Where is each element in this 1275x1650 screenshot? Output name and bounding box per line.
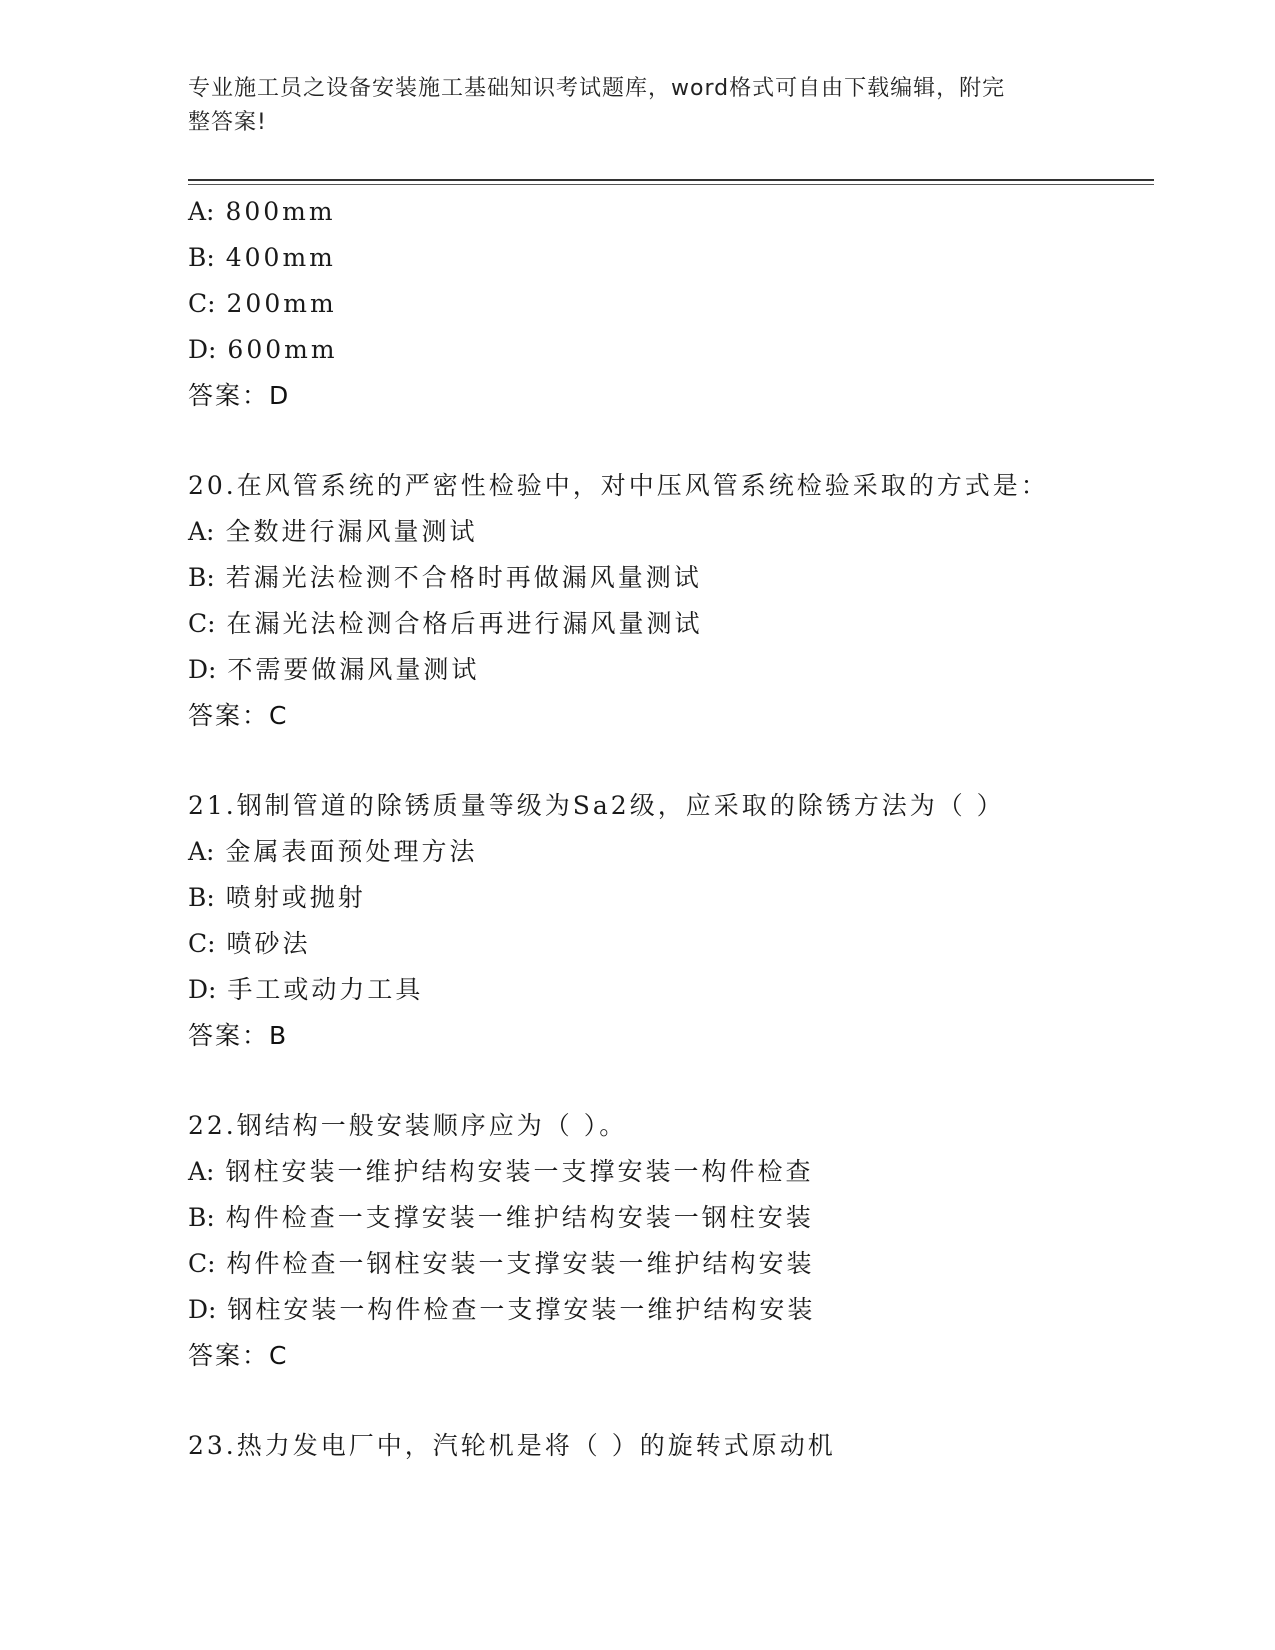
option-d <box>188 647 1148 693</box>
option-c <box>188 921 1148 967</box>
spacer <box>188 419 1148 463</box>
option-text: 若漏光法检测不合格时再做漏风量测试 <box>225 563 702 592</box>
option-text: 构件检查一支撑安装一维护结构安装一钢柱安装 <box>225 1203 814 1232</box>
option-b <box>188 555 1148 601</box>
option-label: A: <box>188 1157 215 1186</box>
option-b <box>188 875 1148 921</box>
option-b <box>188 235 1148 281</box>
option-c <box>188 601 1148 647</box>
option-d <box>188 1287 1148 1333</box>
option-label: C: <box>188 609 216 638</box>
header-title-line-1: 专业施工员之设备安装施工基础知识考试题库，word格式可自由下载编辑，附完 <box>188 76 1006 101</box>
option-text: 构件检查一钢柱安装一支撑安装一维护结构安装 <box>226 1249 815 1278</box>
option-text: 200mm <box>226 289 337 318</box>
option-text: 钢柱安装一构件检查一支撑安装一维护结构安装 <box>227 1295 816 1324</box>
option-text: 金属表面预处理方法 <box>225 837 478 866</box>
answer-line: 答案：B <box>188 1021 289 1050</box>
option-text: 手工或动力工具 <box>227 975 424 1004</box>
spacer <box>188 739 1148 783</box>
question-title: 23.热力发电厂中，汽轮机是将（ ）的旋转式原动机 <box>188 1431 836 1460</box>
option-a <box>188 189 1148 235</box>
option-d <box>188 967 1148 1013</box>
option-label: B: <box>188 1203 215 1232</box>
option-text: 800mm <box>225 197 336 226</box>
option-text: 400mm <box>225 243 336 272</box>
header-rule-thin <box>188 184 1154 185</box>
answer-line: 答案：D <box>188 381 291 410</box>
option-label: A: <box>188 197 215 226</box>
option-a <box>188 829 1148 875</box>
option-label: D: <box>188 975 217 1004</box>
question-title: 20.在风管系统的严密性检验中，对中压风管系统检验采取的方式是： <box>188 471 1049 500</box>
question-19 <box>188 189 1148 419</box>
question-22 <box>188 1103 1148 1379</box>
question-20 <box>188 463 1148 739</box>
option-text: 钢柱安装一维护结构安装一支撑安装一构件检查 <box>225 1157 814 1186</box>
option-label: A: <box>188 837 215 866</box>
option-label: D: <box>188 335 217 364</box>
header-rule-thick <box>188 179 1154 181</box>
answer-line: 答案：C <box>188 1341 289 1370</box>
option-text: 喷砂法 <box>226 929 311 958</box>
spacer <box>188 1379 1148 1423</box>
option-text: 在漏光法检测合格后再进行漏风量测试 <box>226 609 703 638</box>
question-title: 22.钢结构一般安装顺序应为（ ）。 <box>188 1111 628 1140</box>
document-header <box>188 72 1068 140</box>
option-text: 全数进行漏风量测试 <box>225 517 478 546</box>
question-title: 21.钢制管道的除锈质量等级为Sa2级，应采取的除锈方法为（ ） <box>188 791 1005 820</box>
option-c <box>188 1241 1148 1287</box>
option-b <box>188 1195 1148 1241</box>
option-label: C: <box>188 1249 216 1278</box>
option-label: C: <box>188 289 216 318</box>
answer-line: 答案：C <box>188 701 289 730</box>
option-a <box>188 1149 1148 1195</box>
option-a <box>188 509 1148 555</box>
question-list <box>188 189 1148 1469</box>
question-23 <box>188 1423 1148 1469</box>
option-text: 不需要做漏风量测试 <box>227 655 480 684</box>
option-d <box>188 327 1148 373</box>
option-label: B: <box>188 243 215 272</box>
option-label: C: <box>188 929 216 958</box>
option-label: B: <box>188 883 215 912</box>
spacer <box>188 1059 1148 1103</box>
option-label: A: <box>188 517 215 546</box>
option-c <box>188 281 1148 327</box>
option-label: D: <box>188 1295 217 1324</box>
header-title-line-2: 整答案! <box>188 110 267 135</box>
option-label: B: <box>188 563 215 592</box>
option-text: 600mm <box>227 335 338 364</box>
option-label: D: <box>188 655 217 684</box>
question-21 <box>188 783 1148 1059</box>
option-text: 喷射或抛射 <box>225 883 366 912</box>
